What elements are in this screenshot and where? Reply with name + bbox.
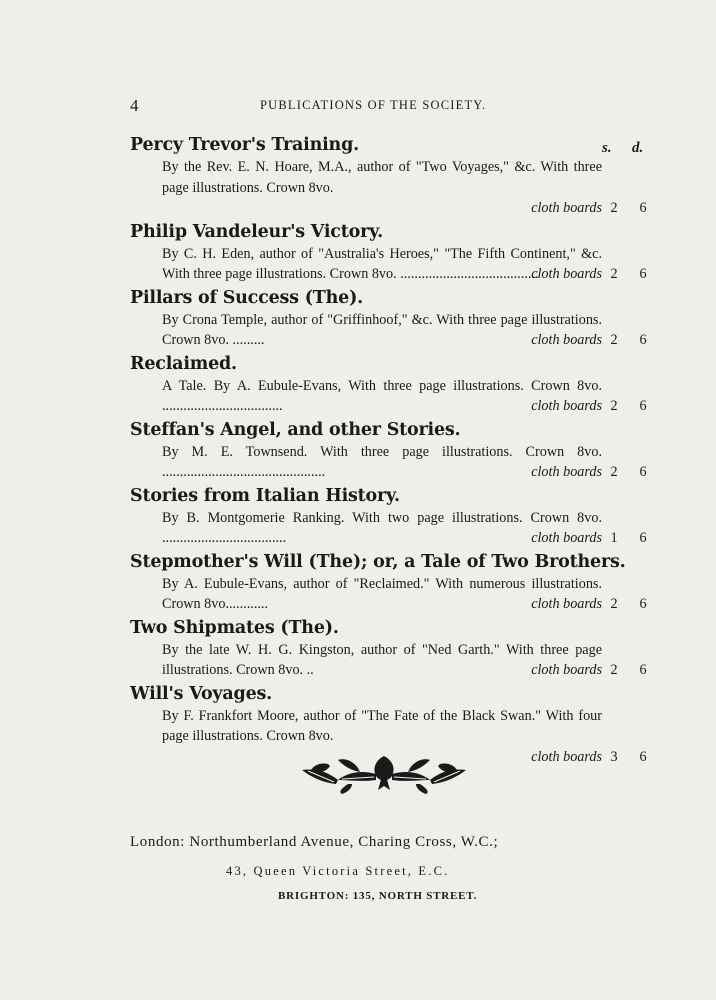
entry-description: By B. Montgomerie Ranking. With two page illustrations. Crown 8vo. ................................... bbox=[162, 509, 602, 546]
entry-price-line bbox=[162, 594, 650, 615]
entry-description: By F. Frankfort Moore, author of "The Fate of the Black Swan." With four page illustrations. Crown 8vo. bbox=[162, 707, 602, 744]
list-item bbox=[130, 551, 650, 615]
entry-price-pence: 6 bbox=[639, 596, 647, 612]
floral-vignette-icon bbox=[298, 750, 470, 796]
entry-price-shillings: 2 bbox=[610, 464, 618, 480]
entry-price-line bbox=[162, 198, 650, 219]
entry-price-shillings: 2 bbox=[610, 266, 618, 282]
entry-binding: cloth boards bbox=[531, 200, 602, 216]
entry-title: Pillars of Success (The). bbox=[130, 287, 364, 308]
publisher-address-line-2: 43, Queen Victoria Street, E.C. bbox=[226, 864, 450, 878]
entry-title: Stories from Italian History. bbox=[130, 485, 400, 506]
shillings-column-head: s. bbox=[602, 140, 612, 156]
entry-price-shillings: 1 bbox=[610, 530, 618, 546]
entry-title: Two Shipmates (The). bbox=[130, 617, 339, 638]
entry-price-line bbox=[162, 396, 650, 417]
entry-price-shillings: 2 bbox=[610, 398, 618, 414]
list-item bbox=[130, 287, 650, 351]
entry-binding: cloth boards bbox=[531, 332, 602, 348]
list-item bbox=[130, 221, 650, 285]
entry-price-line bbox=[162, 462, 650, 483]
entry-binding: cloth boards bbox=[531, 662, 602, 678]
entry-price-line bbox=[162, 330, 650, 351]
entry-price-pence: 6 bbox=[639, 530, 647, 546]
entry-description: A Tale. By A. Eubule-Evans, With three page illustrations. Crown 8vo. .................................. bbox=[162, 377, 602, 414]
page-header bbox=[130, 96, 646, 116]
entry-title: Steffan's Angel, and other Stories. bbox=[130, 419, 461, 440]
entry-description: By M. E. Townsend. With three page illustrations. Crown 8vo. .............................................. bbox=[162, 443, 602, 480]
entry-title: Stepmother's Will (The); or, a Tale of Two Brothers. bbox=[130, 551, 626, 572]
publication-list bbox=[130, 134, 650, 769]
list-item bbox=[130, 353, 650, 417]
publisher-address-line-1: London: Northumberland Avenue, Charing Cross, W.C.; bbox=[130, 834, 499, 850]
entry-description: By the Rev. E. N. Hoare, M.A., author of "Two Voyages," &c. With three page illustrations. Crown 8vo. bbox=[162, 159, 602, 196]
entry-price-shillings: 2 bbox=[610, 662, 618, 678]
entry-price-pence: 6 bbox=[639, 464, 647, 480]
pence-column-head: d. bbox=[632, 140, 644, 156]
entry-binding: cloth boards bbox=[531, 596, 602, 612]
entry-title: Philip Vandeleur's Victory. bbox=[130, 221, 383, 242]
entry-price-pence: 6 bbox=[639, 332, 647, 348]
entry-binding: cloth boards bbox=[531, 464, 602, 480]
entry-title: Will's Voyages. bbox=[130, 683, 273, 704]
entry-binding: cloth boards bbox=[531, 530, 602, 546]
entry-price-shillings: 2 bbox=[610, 200, 618, 216]
entry-title: Reclaimed. bbox=[130, 353, 237, 374]
entry-price-pence: 6 bbox=[639, 398, 647, 414]
entry-price-shillings: 3 bbox=[610, 748, 618, 765]
entry-binding: cloth boards bbox=[531, 748, 602, 765]
running-head: PUBLICATIONS OF THE SOCIETY. bbox=[260, 98, 487, 112]
entry-description: By C. H. Eden, author of "Australia's Heroes," "The Fifth Continent," &c. With three page illustrations. Crown 8vo. ....................................... bbox=[162, 245, 602, 282]
entry-description: By the late W. H. G. Kingston, author of "Ned Garth." With three page illustrations. Crown 8vo. .. bbox=[162, 641, 602, 678]
entry-price-pence: 6 bbox=[639, 200, 647, 216]
entry-price-line bbox=[162, 264, 650, 285]
entry-price-pence: 6 bbox=[639, 266, 647, 282]
list-item bbox=[130, 419, 650, 483]
entry-price-shillings: 2 bbox=[610, 596, 618, 612]
entry-price-line bbox=[162, 660, 650, 681]
entry-title: Percy Trevor's Training. bbox=[130, 135, 360, 155]
list-item bbox=[130, 617, 650, 681]
entry-binding: cloth boards bbox=[531, 398, 602, 414]
list-item bbox=[130, 134, 650, 219]
list-item bbox=[130, 485, 650, 549]
entry-description: By A. Eubule-Evans, author of "Reclaimed." With numerous illustrations. Crown 8vo............ bbox=[162, 575, 602, 612]
publisher-address-line-3: BRIGHTON: 135, NORTH STREET. bbox=[278, 890, 478, 902]
entry-price-shillings: 2 bbox=[610, 332, 618, 348]
entry-binding: cloth boards bbox=[531, 266, 602, 282]
entry-price-line bbox=[162, 528, 650, 549]
entry-price-pence: 6 bbox=[639, 748, 647, 765]
entry-price-pence: 6 bbox=[639, 662, 647, 678]
page-number: 4 bbox=[130, 96, 139, 115]
entry-description: By Crona Temple, author of "Griffinhoof," &c. With three page illustrations. Crown 8vo. ......... bbox=[162, 311, 602, 348]
